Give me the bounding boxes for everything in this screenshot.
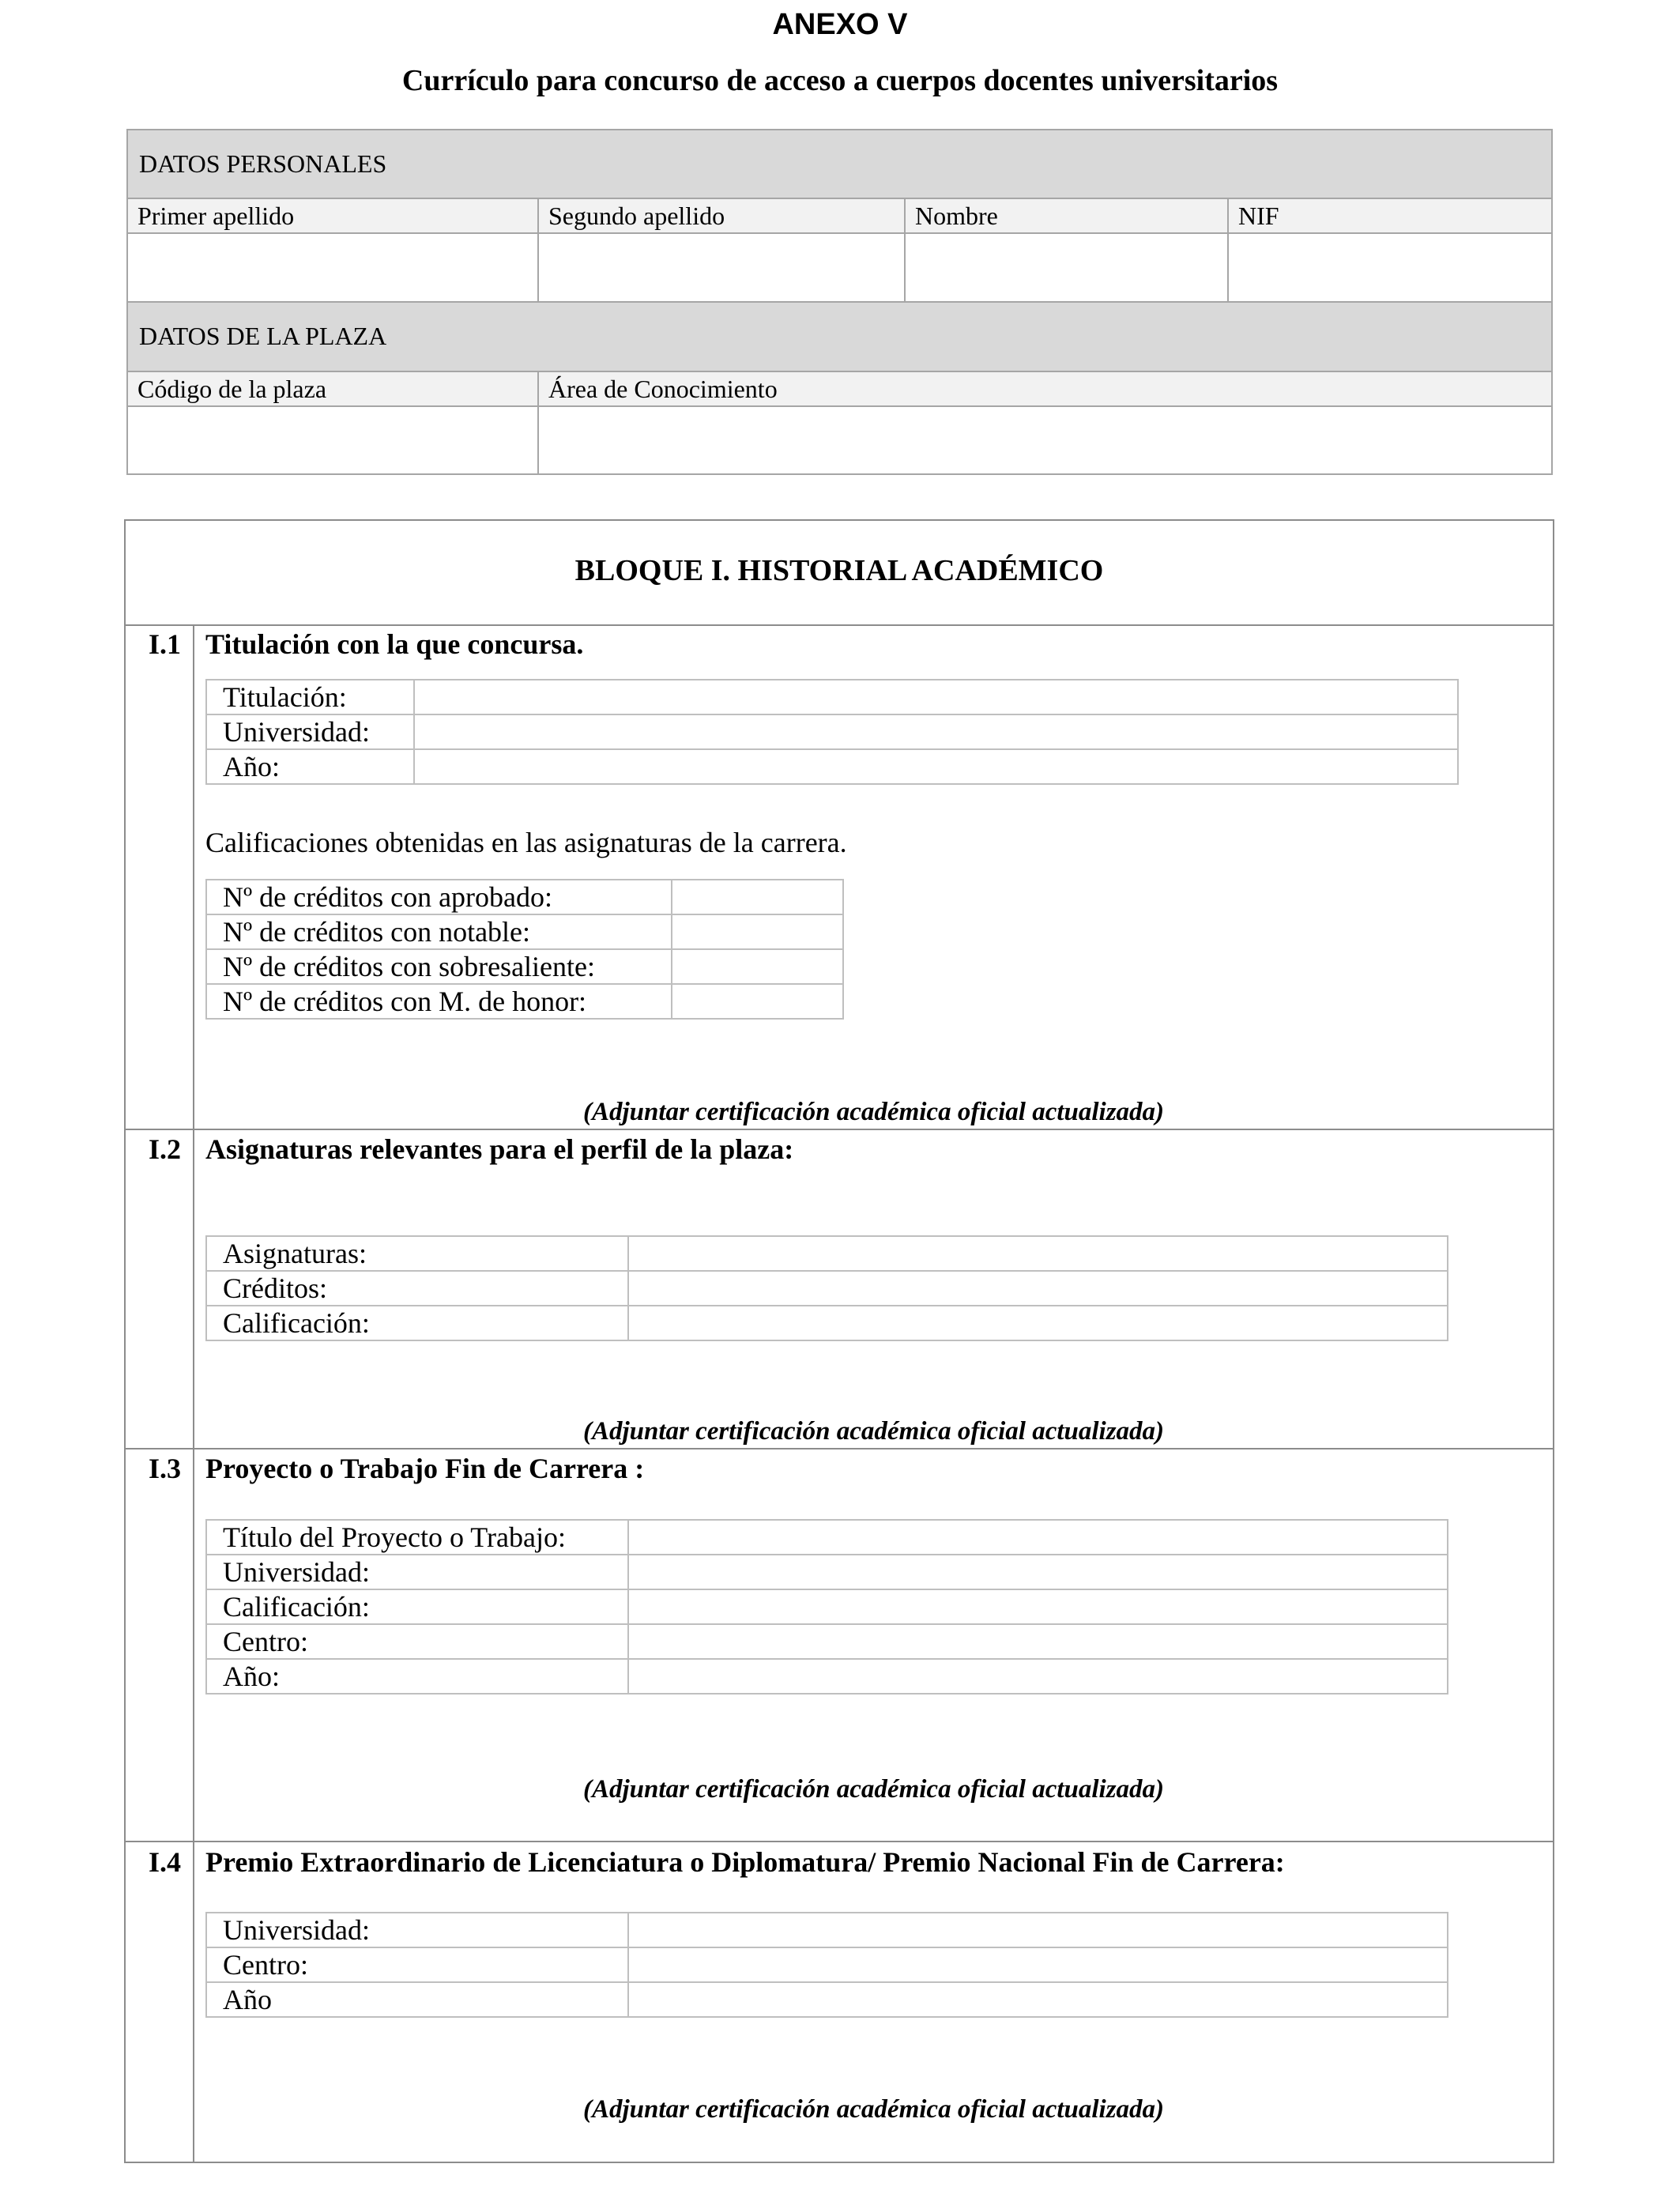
section-title: Asignaturas relevantes para el perfil de la plaza: — [205, 1133, 794, 1165]
universidad-field[interactable] — [628, 1555, 1448, 1589]
calificaciones-text: Calificaciones obtenidas en las asignaturas de la carrera. — [205, 827, 847, 858]
anio-field[interactable] — [628, 1982, 1448, 2017]
label-area-conocimiento: Área de Conocimiento — [548, 375, 778, 403]
centro-field[interactable] — [628, 1947, 1448, 1982]
divider — [193, 626, 194, 2162]
row-label: Nº de créditos con aprobado: — [206, 880, 672, 914]
personal-section-label: DATOS PERSONALES — [139, 149, 387, 178]
table-row — [206, 1306, 1448, 1340]
row-label: Universidad: — [206, 1555, 628, 1589]
primer-apellido-field[interactable] — [128, 234, 537, 301]
row-label: Año: — [206, 1659, 628, 1694]
row-label: Centro: — [206, 1624, 628, 1659]
premio-table — [205, 1912, 1448, 2018]
anio-field[interactable] — [414, 749, 1458, 784]
row-label: Nº de créditos con sobresaliente: — [206, 949, 672, 984]
label-segundo-apellido: Segundo apellido — [548, 202, 725, 230]
certification-note: (Adjuntar certificación académica oficial actualizada) — [582, 2095, 1165, 2124]
codigo-plaza-field[interactable] — [128, 407, 537, 473]
row-label: Asignaturas: — [206, 1236, 628, 1271]
section-number: I.1 — [149, 628, 182, 660]
table-row — [206, 714, 1458, 749]
area-conocimiento-field[interactable] — [539, 407, 1551, 473]
row-label: Año: — [206, 749, 414, 784]
table-row — [206, 1555, 1448, 1589]
row-label: Calificación: — [206, 1306, 628, 1340]
row-label: Créditos: — [206, 1271, 628, 1306]
creditos-notable-field[interactable] — [672, 914, 843, 949]
label-primer-apellido: Primer apellido — [137, 202, 295, 230]
divider — [537, 372, 539, 473]
personal-labels-row — [128, 199, 1551, 232]
label-codigo-plaza: Código de la plaza — [137, 375, 327, 403]
asignaturas-field[interactable] — [628, 1236, 1448, 1271]
calificacion-field[interactable] — [628, 1589, 1448, 1624]
block-title: BLOQUE I. HISTORIAL ACADÉMICO — [574, 554, 1104, 587]
divider — [904, 199, 906, 301]
titulacion-table — [205, 679, 1459, 785]
creditos-field[interactable] — [628, 1271, 1448, 1306]
universidad-field[interactable] — [628, 1913, 1448, 1947]
asignaturas-table — [205, 1235, 1448, 1341]
segundo-apellido-field[interactable] — [539, 234, 904, 301]
table-row — [206, 1659, 1448, 1694]
position-section-label: DATOS DE LA PLAZA — [139, 322, 387, 350]
table-row — [206, 1236, 1448, 1271]
divider — [126, 624, 1553, 626]
calificacion-field[interactable] — [628, 1306, 1448, 1340]
label-nombre: Nombre — [915, 202, 998, 230]
position-section-header — [128, 303, 1551, 371]
table-row — [206, 1947, 1448, 1982]
titulacion-field[interactable] — [414, 680, 1458, 714]
section-title: Proyecto o Trabajo Fin de Carrera : — [205, 1453, 645, 1484]
document-subtitle: Currículo para concurso de acceso a cuerpos docentes universitarios — [401, 64, 1279, 97]
table-row — [206, 749, 1458, 784]
table-row — [206, 680, 1458, 714]
table-row — [206, 880, 843, 914]
row-label: Universidad: — [206, 714, 414, 749]
table-row — [206, 1520, 1448, 1555]
annex-title: ANEXO V — [772, 8, 908, 41]
section-number: I.4 — [149, 1846, 182, 1878]
titulo-proyecto-field[interactable] — [628, 1520, 1448, 1555]
creditos-honor-field[interactable] — [672, 984, 843, 1019]
table-row — [206, 1982, 1448, 2017]
certification-note: (Adjuntar certificación académica oficial actualizada) — [582, 1417, 1165, 1446]
creditos-sobresaliente-field[interactable] — [672, 949, 843, 984]
row-label: Calificación: — [206, 1589, 628, 1624]
creditos-table — [205, 879, 844, 1020]
divider — [126, 1129, 1553, 1130]
label-nif: NIF — [1238, 202, 1279, 230]
divider — [126, 1448, 1553, 1449]
table-row — [206, 984, 843, 1019]
nombre-field[interactable] — [906, 234, 1227, 301]
section-title: Titulación con la que concursa. — [205, 628, 584, 660]
universidad-field[interactable] — [414, 714, 1458, 749]
section-number: I.2 — [149, 1133, 182, 1165]
table-row — [206, 1624, 1448, 1659]
row-label: Universidad: — [206, 1913, 628, 1947]
table-row — [206, 1589, 1448, 1624]
row-label: Título del Proyecto o Trabajo: — [206, 1520, 628, 1555]
row-label: Nº de créditos con notable: — [206, 914, 672, 949]
divider — [126, 1841, 1553, 1842]
nif-field[interactable] — [1229, 234, 1551, 301]
row-label: Centro: — [206, 1947, 628, 1982]
anio-field[interactable] — [628, 1659, 1448, 1694]
certification-note: (Adjuntar certificación académica oficial actualizada) — [582, 1775, 1165, 1804]
creditos-aprobado-field[interactable] — [672, 880, 843, 914]
divider — [1227, 199, 1229, 301]
table-row — [206, 949, 843, 984]
personal-section-header — [128, 130, 1551, 198]
proyecto-table — [205, 1519, 1448, 1695]
row-label: Nº de créditos con M. de honor: — [206, 984, 672, 1019]
divider — [537, 199, 539, 301]
row-label: Año — [206, 1982, 628, 2017]
row-label: Titulación: — [206, 680, 414, 714]
certification-note: (Adjuntar certificación académica oficial actualizada) — [582, 1098, 1165, 1126]
table-row — [206, 1271, 1448, 1306]
section-number: I.3 — [149, 1453, 182, 1484]
table-row — [206, 1913, 1448, 1947]
table-row — [206, 914, 843, 949]
position-labels-row — [128, 372, 1551, 405]
section-title: Premio Extraordinario de Licenciatura o Diplomatura/ Premio Nacional Fin de Carrera: — [205, 1846, 1285, 1878]
centro-field[interactable] — [628, 1624, 1448, 1659]
